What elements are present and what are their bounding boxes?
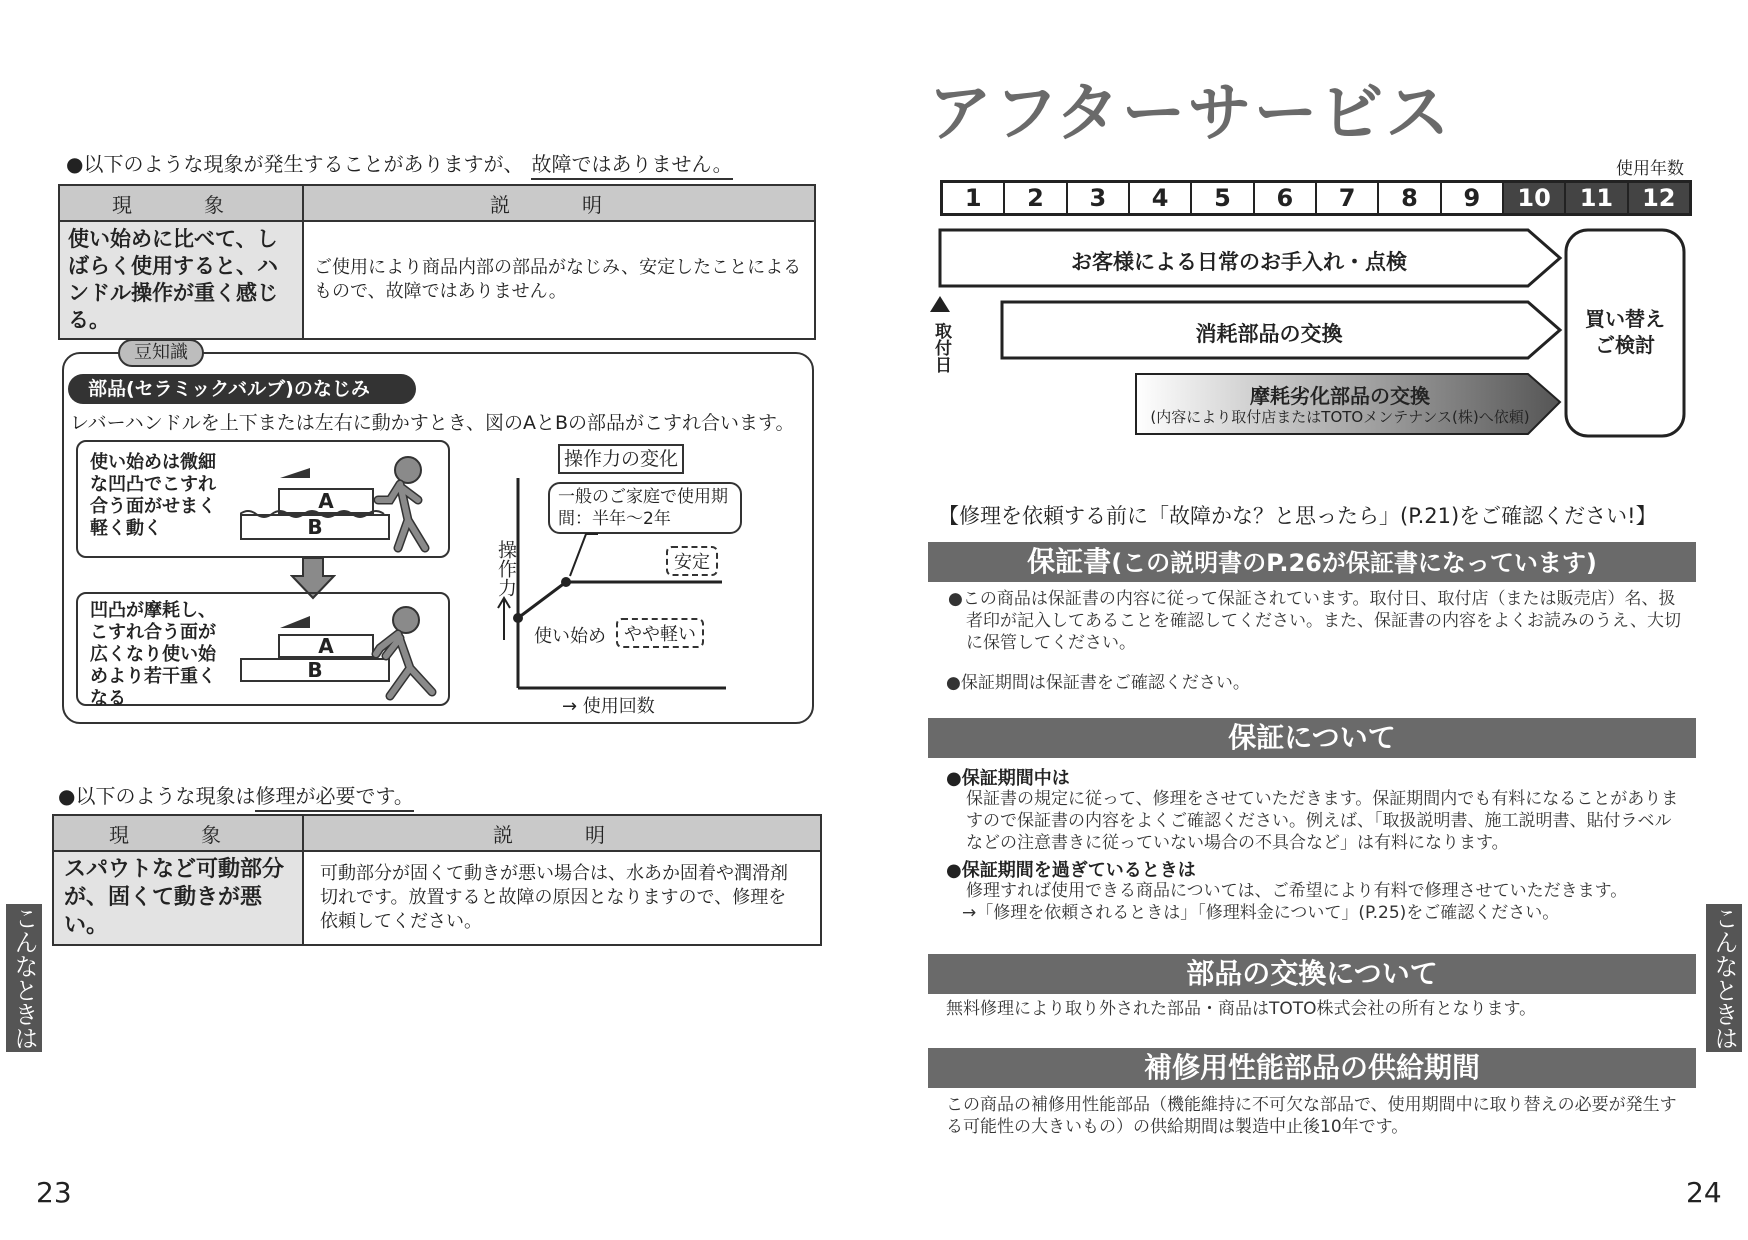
side-tab-left: こんなときは <box>6 904 42 1052</box>
page-number-left: 23 <box>36 1176 72 1209</box>
page-number-right: 24 <box>1686 1176 1722 1209</box>
year-cell: 5 <box>1192 183 1254 213</box>
install-date-label: 取付日 <box>931 322 951 373</box>
graph-axes <box>490 470 730 694</box>
in-warranty-heading: ●保証期間中は <box>946 768 1070 789</box>
replace-box-line: ご検討 <box>1595 333 1655 357</box>
years-label: 使用年数 <box>1616 159 1684 179</box>
part-b-block-worn: B <box>240 658 390 682</box>
arrow-label-worn-parts: 摩耗劣化部品の交換 <box>1250 384 1430 408</box>
year-cell: 4 <box>1130 183 1192 213</box>
arrow-label-daily-care: お客様による日常のお手入れ・点検 <box>1071 250 1407 274</box>
table-header-explanation: 説 明 <box>303 815 821 851</box>
parts-replacement-text: 無料修理により取り外された部品・商品はTOTO株式会社の所有となります。 <box>946 999 1537 1019</box>
illustration-text-initial: 使い始めは微細な凹凸でこすれ合う面がせまく軽く動く <box>90 452 216 539</box>
year-cell: 12 <box>1629 183 1689 213</box>
year-cell: 6 <box>1255 183 1317 213</box>
warranty-period-text: ●保証期間は保証書をご確認ください。 <box>946 673 1250 693</box>
illustration-figure-initial <box>240 440 450 558</box>
out-warranty-text: 修理すれば使用できる商品については、ご希望により有料で修理させていただきます。 <box>966 881 1628 901</box>
tip-heading: 部品(セラミックバルブ)のなじみ <box>68 374 416 404</box>
graph-start-label: 使い始め <box>534 626 606 647</box>
part-b-block: B <box>240 514 390 540</box>
year-cell: 1 <box>943 183 1005 213</box>
table-row: 使い始めに比べて、しばらく使用すると、ハンドル操作が重く感じる。 ご使用により商品内部の部品がなじみ、安定したことによるもので、故障ではありません。 <box>59 221 815 339</box>
illustration-figure-worn <box>240 592 450 706</box>
table-header-phenomenon: 現 象 <box>53 815 303 851</box>
graph-stable-label: 安定 <box>666 546 718 576</box>
years-scale <box>940 180 1692 216</box>
section-title-parts-replacement: 部品の交換について <box>928 954 1696 994</box>
replace-box-line: 買い替え <box>1585 307 1665 331</box>
lead-text-not-fault: ●以下のような現象が発生することがありますが、 故障ではありません。 <box>66 148 733 177</box>
part-a-block: A <box>278 488 374 514</box>
graph-y-label: 操作力 <box>495 540 517 597</box>
page-title: アフターサービス <box>928 77 1452 151</box>
side-tab-right: こんなときは <box>1706 904 1742 1052</box>
tip-tag: 豆知識 <box>118 339 204 367</box>
repair-notice: 【修理を依頼する前に「故障かな？と思ったら」(P.21)をご確認ください!】 <box>938 504 1657 528</box>
section-title-warranty-card: 保証書(この説明書のP.26が保証書になっています) <box>928 542 1696 582</box>
warranty-card-text: ●この商品は保証書の内容に従って保証されています。取付日、取付店（または販売店）名、扱者印が記入してあることを確認してください。また、保証書の内容をよくお読みのうえ、大切に保管してください。 <box>948 589 1682 653</box>
arrow-label-consumables: 消耗部品の交換 <box>1195 322 1343 346</box>
year-cell: 8 <box>1379 183 1441 213</box>
graph-x-label: → 使用回数 <box>562 696 655 717</box>
section-title-supply-period: 補修用性能部品の供給期間 <box>928 1048 1696 1088</box>
supply-period-text: この商品の補修用性能部品（機能維持に不可欠な部品で、使用期間中に取り替えの必要が発生する可能性の大きいもの）の供給期間は製造中止後10年です。 <box>946 1095 1677 1137</box>
year-cell: 11 <box>1566 183 1628 213</box>
table-header-explanation: 説 明 <box>303 185 815 221</box>
graph-light-label: やや軽い <box>616 618 704 648</box>
year-cell: 9 <box>1442 183 1504 213</box>
table-not-fault <box>58 184 816 340</box>
out-warranty-link-text: →「修理を依頼されるときは」「修理料金について」(P.25)をご確認ください。 <box>962 903 1560 923</box>
replace-box <box>1566 306 1684 358</box>
section-title-about-warranty: 保証について <box>928 718 1696 758</box>
lead-text-repair: ●以下のような現象は修理が必要です。 <box>58 780 414 809</box>
part-a-block-worn: A <box>278 634 374 658</box>
tip-intro: レバーハンドルを上下または左右に動かすとき、図のAとBの部品がこすれ合います。 <box>70 412 795 434</box>
arrow-sublabel-worn-parts: (内容により取付店またはTOTOメンテナンス(株)へ依頼) <box>1150 408 1530 426</box>
table-row: スパウトなど可動部分が、固くて動きが悪い。 可動部分が固くて動きが悪い場合は、水あか固着や潤滑剤切れです。放置すると故障の原因となりますので、修理を依頼してください。 <box>53 851 821 945</box>
table-header-phenomenon: 現 象 <box>59 185 303 221</box>
year-cell: 2 <box>1005 183 1067 213</box>
year-cell: 7 <box>1317 183 1379 213</box>
out-warranty-heading: ●保証期間を過ぎているときは <box>946 860 1196 881</box>
graph-balloon: 一般のご家庭で使用期間：半年〜2年 <box>548 482 742 534</box>
year-cell: 3 <box>1068 183 1130 213</box>
in-warranty-text: 保証書の規定に従って、修理をさせていただきます。保証期間内でも有料になることがありますので保証書の内容をよくご確認ください。例えば、「取扱説明書、施工説明書、貼付ラベルなどの注意書きに従っていない場合の不具合など」は有料になります。 <box>966 789 1679 853</box>
table-repair <box>52 814 822 946</box>
illustration-text-worn: 凹凸が摩耗し、こすれ合う面が広くなり使い始めより若干重くなる <box>90 600 216 709</box>
year-cell: 10 <box>1504 183 1566 213</box>
graph-title: 操作力の変化 <box>558 444 684 474</box>
